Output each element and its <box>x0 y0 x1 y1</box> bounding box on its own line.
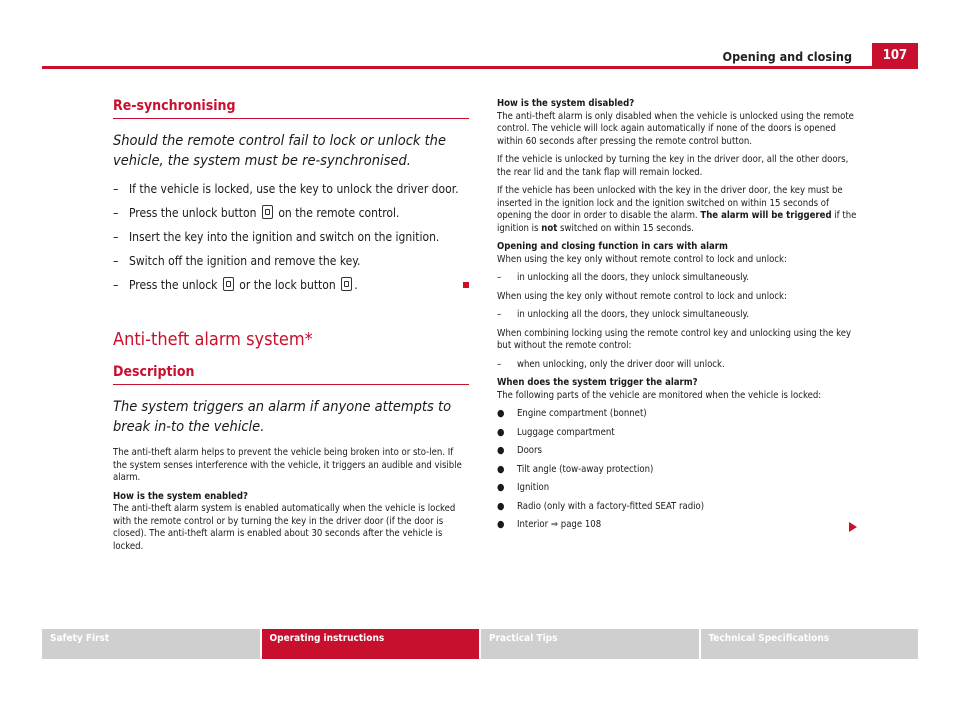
running-header: Opening and closing <box>722 49 852 64</box>
list-item: ● Ignition <box>497 482 550 493</box>
page-number: 107 <box>872 43 918 67</box>
bullet-icon: ● <box>497 482 505 493</box>
tab-practical-tips[interactable]: Practical Tips <box>481 629 699 659</box>
bullet-icon: ● <box>497 500 505 512</box>
bullet-icon: ● <box>497 519 505 530</box>
trigger-title: When does the system trigger the alarm? <box>497 377 698 388</box>
description-para: The anti-theft alarm helps to prevent the vehicle being broken into or sto-len. If the system senses interference with the vehicle, it triggers an audible and visible alarm. <box>113 447 462 483</box>
opening-closing-list-3 <box>497 359 857 372</box>
footer-nav <box>42 629 918 659</box>
page-reference-link[interactable]: Interior ⇒ page 108 <box>517 519 602 530</box>
alarm-heading: Anti-theft alarm system* <box>113 329 313 350</box>
list-item: – Press the unlock or the lock button . <box>113 277 469 293</box>
resync-steps <box>113 181 469 293</box>
list-item: – Press the unlock button on the remote control. <box>113 206 400 220</box>
tab-technical-specifications[interactable]: Technical Specifications <box>701 629 919 659</box>
opening-closing-list-2 <box>497 309 857 322</box>
resync-heading: Re-synchronising <box>113 98 469 119</box>
header-rule <box>42 66 918 69</box>
bullet-icon: ● <box>497 463 505 475</box>
tab-safety-first[interactable]: Safety First <box>42 629 260 659</box>
disabled-para-1: The anti-theft alarm is only disabled when the vehicle is unlocked using the remote control. The vehicle will lock again automatically if none of the doors is opened within 60 seconds after pressing the remote control button. <box>497 110 854 147</box>
list-item: – Insert the key into the ignition and switch on the ignition. <box>113 230 440 244</box>
list-item: – in unlocking all the doors, they unlock simultaneously. <box>497 272 749 283</box>
trigger-para: The following parts of the vehicle are monitored when the vehicle is locked: <box>497 389 822 401</box>
opening-closing-para-3: When combining locking using the remote control key and unlocking using the key but without the remote control: <box>497 327 852 351</box>
unlock-button-icon <box>262 205 273 219</box>
tab-operating-instructions[interactable]: Operating instructions <box>262 629 480 659</box>
list-item: – in unlocking all the doors, they unlock simultaneously. <box>497 309 749 320</box>
list-item: ● Engine compartment (bonnet) <box>497 408 647 419</box>
list-item[interactable] <box>497 519 857 532</box>
resync-intro: Should the remote control fail to lock or unlock the vehicle, the system must be re-synchronised. <box>113 133 446 169</box>
opening-closing-para-1: When using the key only without remote control to lock and unlock: <box>497 253 787 265</box>
disabled-title: How is the system disabled? <box>497 98 635 109</box>
bullet-icon: ● <box>497 445 505 456</box>
monitored-parts-list <box>497 408 857 532</box>
list-item: – If the vehicle is locked, use the key to unlock the driver door. <box>113 182 459 196</box>
list-item: ● Radio (only with a factory-fitted SEAT radio) <box>497 500 705 512</box>
continue-arrow-icon <box>849 522 857 532</box>
right-column <box>497 98 857 538</box>
list-item: ● Doors <box>497 445 543 456</box>
opening-closing-title: Opening and closing function in cars with alarm <box>497 241 728 252</box>
unlock-button-icon <box>223 277 234 291</box>
list-item: – when unlocking, only the driver door will unlock. <box>497 358 725 370</box>
description-heading: Description <box>113 364 469 385</box>
bullet-icon: ● <box>497 408 505 419</box>
list-item: ● Luggage compartment <box>497 426 615 438</box>
bullet-icon: ● <box>497 426 505 438</box>
left-column <box>113 98 469 559</box>
opening-closing-list-1 <box>497 272 857 285</box>
disabled-para-2: If the vehicle is unlocked by turning the key in the driver door, all the other doors, the rear lid and the tank flap will remain locked. <box>497 154 849 178</box>
list-item: ● Tilt angle (tow-away protection) <box>497 463 654 475</box>
list-item: – Switch off the ignition and remove the key. <box>113 254 361 268</box>
section-end-icon <box>463 282 469 288</box>
disabled-para-3: If the vehicle has been unlocked with the key in the driver door, the key must be inserted in the ignition lock and the ignition switched on within 15 seconds of opening the door in order to disable the alarm. The alarm will be triggered if the ignition is not switched on within 15 seconds. <box>497 185 857 234</box>
lock-button-icon <box>341 277 352 291</box>
enabled-title: How is the system enabled? <box>113 490 248 502</box>
enabled-para: The anti-theft alarm system is enabled automatically when the vehicle is locked with the remote control or by turning the key in the driver door (if the door is closed). The anti-theft alarm is enabled about 30 seconds after the vehicle is locked. <box>113 503 456 552</box>
description-intro: The system triggers an alarm if anyone attempts to break in-to the vehicle. <box>113 399 452 435</box>
opening-closing-para-2: When using the key only without remote control to lock and unlock: <box>497 290 787 302</box>
